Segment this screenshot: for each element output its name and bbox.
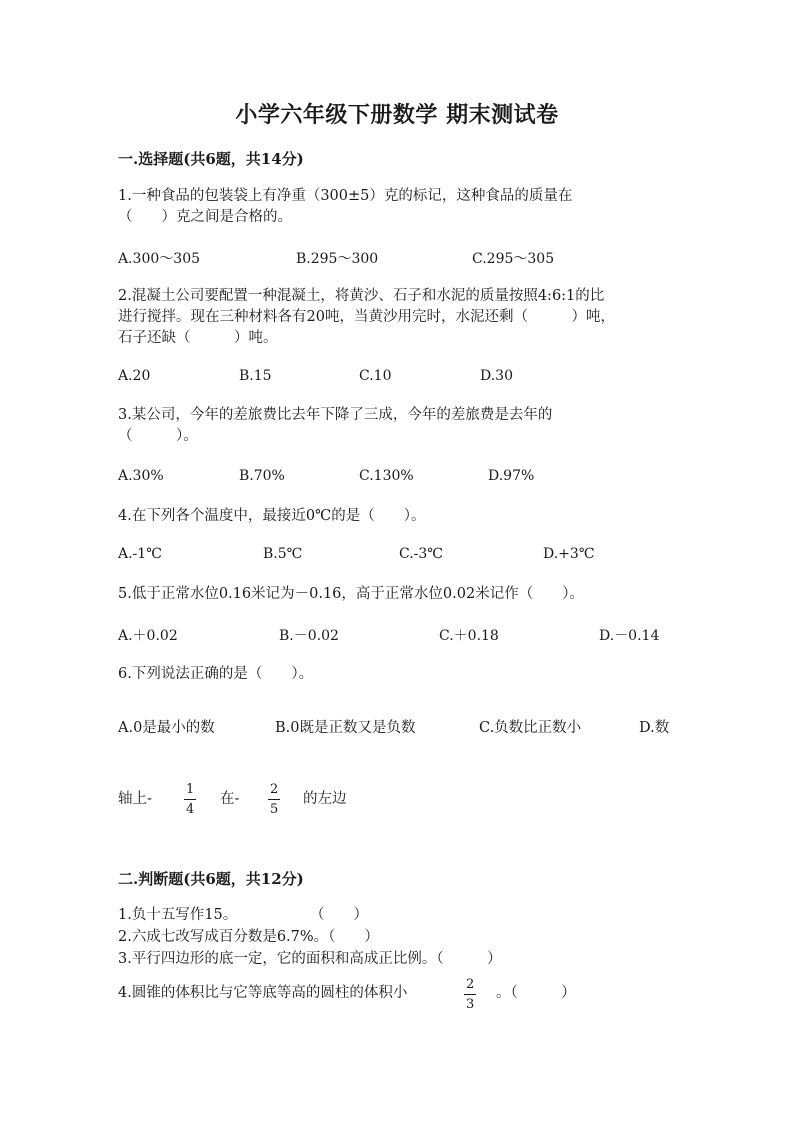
question-1-line-2: （ ）克之间是合格的。: [118, 209, 292, 225]
question-3-option-c: C.130%: [359, 468, 414, 484]
fraction-one-quarter: [184, 781, 196, 818]
fraction-denominator: 4: [186, 802, 195, 817]
judgement-item-1: 1.负十五写作15。: [118, 907, 238, 923]
question-3-line-1: 3.某公司，今年的差旅费比去年下降了三成，今年的差旅费是去年的: [118, 407, 553, 423]
question-5-option-d: D.－0.14: [599, 628, 660, 644]
fraction-denominator: 3: [466, 997, 475, 1012]
question-3-option-a: A.30%: [118, 468, 164, 484]
fraction-denominator: 5: [270, 802, 279, 817]
fraction-two-thirds: [464, 976, 476, 1013]
question-2-option-d: D.30: [480, 368, 513, 384]
question-1-line-1: 1.一种食品的包装袋上有净重（300±5）克的标记，这种食品的质量在: [118, 188, 573, 204]
question-2-line-2: 进行搅拌。现在三种材料各有20吨，当黄沙用完时，水泥还剩（ ）吨，: [118, 309, 615, 325]
fraction-numerator: 2: [466, 977, 475, 992]
question-3-line-2: （ ）。: [118, 428, 198, 444]
question-4-option-d: D.+3℃: [543, 546, 595, 562]
question-5-option-a: A.＋0.02: [118, 628, 178, 644]
question-5-option-b: B.－0.02: [279, 628, 339, 644]
judgement-item-3: 3.平行四边形的底一定，它的面积和高成正比例。（ ）: [118, 951, 502, 967]
judgement-item-4-after: 。（ ）: [496, 985, 576, 1001]
question-6-line-1: 6.下列说法正确的是（ ）。: [118, 666, 314, 682]
question-6-option-d-cont-part-1: 轴上-: [118, 791, 152, 807]
question-6-option-d-cont-part-3: 的左边: [303, 791, 347, 807]
fraction-numerator: 1: [186, 782, 195, 797]
question-6-option-d-cont-part-2: 在-: [220, 791, 240, 807]
question-2-option-c: C.10: [359, 368, 392, 384]
question-2-option-b: B.15: [239, 368, 272, 384]
fraction-numerator: 2: [270, 782, 279, 797]
question-4-option-a: A.-1℃: [118, 546, 162, 562]
judgement-item-2: 2.六成七改写成百分数是6.7%。（ ）: [118, 929, 379, 945]
question-2-option-a: A.20: [118, 368, 151, 384]
question-4-line-1: 4.在下列各个温度中，最接近0℃的是（ ）。: [118, 508, 426, 524]
question-1-option-b: B.295～300: [296, 251, 379, 267]
fraction-bar: [184, 799, 196, 800]
question-4-option-c: C.-3℃: [399, 546, 443, 562]
question-3-option-d: D.97%: [488, 468, 535, 484]
question-1-option-a: A.300～305: [118, 251, 201, 267]
question-2-line-1: 2.混凝土公司要配置一种混凝土，将黄沙、石子和水泥的质量按照4:6:1的比: [118, 288, 605, 304]
question-6-option-b: B.0既是正数又是负数: [275, 720, 416, 736]
judgement-item-4: 4.圆锥的体积比与它等底等高的圆柱的体积小: [118, 985, 408, 1001]
question-2-line-3: 石子还缺（ ）吨。: [118, 330, 278, 346]
section-heading-judgement: 二.判断题(共6题，共12分): [118, 870, 304, 888]
question-6-option-d: D.数: [639, 720, 670, 736]
question-1-option-c: C.295～305: [472, 251, 555, 267]
question-3-option-b: B.70%: [239, 468, 285, 484]
section-heading-choice: 一.选择题(共6题，共14分): [118, 150, 304, 168]
question-6-option-c: C.负数比正数小: [479, 720, 582, 736]
question-6-option-a: A.0是最小的数: [118, 720, 215, 736]
fraction-bar: [268, 799, 280, 800]
question-5-option-c: C.＋0.18: [439, 628, 499, 644]
fraction-bar: [464, 994, 476, 995]
page-title: 小学六年级下册数学 期末测试卷: [235, 102, 559, 128]
question-4-option-b: B.5℃: [263, 546, 303, 562]
judgement-item-1-answer-paren: （ ）: [310, 907, 368, 923]
fraction-two-fifths: [268, 781, 280, 818]
question-5-line-1: 5.低于正常水位0.16米记为－0.16，高于正常水位0.02米记作（ ）。: [118, 586, 584, 602]
